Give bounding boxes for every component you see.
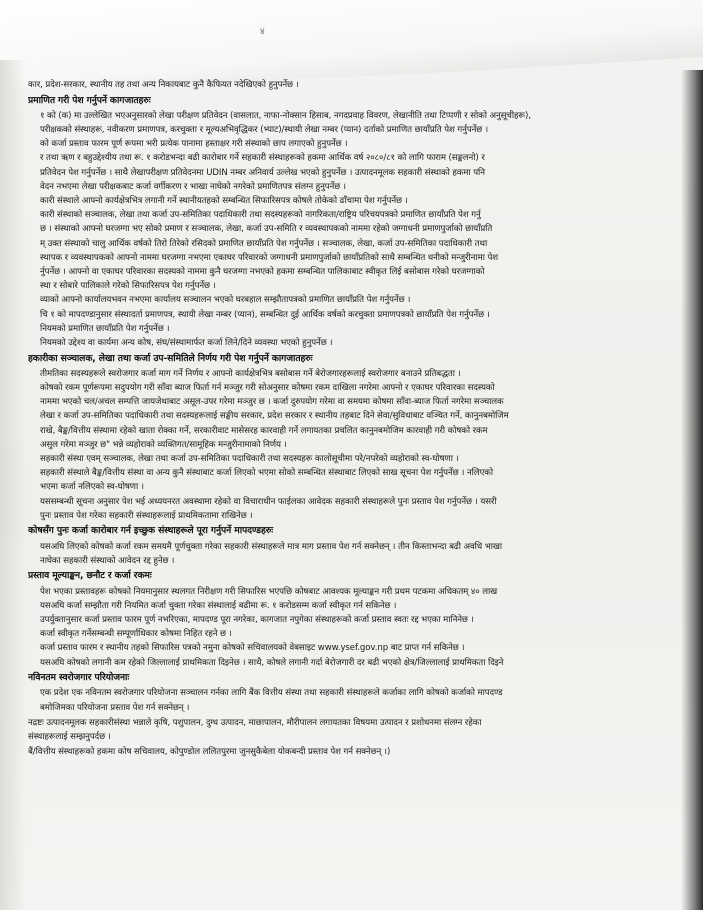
text-line: बमोजिमका परियोजना प्रस्ताव पेश गर्न सक्नेछन् । (40, 702, 190, 713)
section-6 (28, 716, 674, 759)
text-line: चि १ को मापदण्डानुसार संस्थादर्ता प्रमाणपत्र, स्थायी लेखा नम्बर (प्यान), सम्बन्धित दुई आर्थिक वर्षको करचुक्ता प्रमाणपत्रको छायाँप्रति पेश गर्नुपर्नेछ । (40, 309, 490, 320)
text-line: कर्जा प्रस्ताव फारम र स्थानीय तहको सिफारिस पत्रको नमुना कोषको सचिवालयको वेबसाइट www.ysef.gov.np बाट प्राप्त गर्न सकिनेछ । (40, 643, 465, 654)
text-line: परीक्षकको संस्थाहरू, नवीकरण प्रमाणपत्र, करचुक्ता र मूल्यअभिवृद्धिकर (भ्याट)/स्थायी लेखा नम्बर (प्यान) दर्ताको प्रमाणित छायाँप्रति पेश गर्नुपर्नेछ । (40, 125, 488, 135)
text-line: कर्जा स्वीकृत गर्नेसम्बन्धी सम्पूर्णाधिकार कोषमा निहित रहने छ । (40, 629, 232, 640)
text-line: म् उक्त संस्थाको चालु आर्थिक वर्षको तिरो तिरेको रसिदको प्रमाणित छायाँप्रति पेश गर्नुपर्नेछ । सञ्चालक, लेखा, कर्जा उप-समितिका पदाधिकारी तथा (40, 238, 488, 249)
section-heading: हकारीका सञ्चालक, लेखा तथा कर्जा उप-समितिले निर्णय गरी पेश गर्नुपर्ने कागजातहरुः (28, 352, 313, 364)
text-line: पेश भएका प्रस्तावहरू कोषको नियमानुसार स्थलगत निरीक्षण गरी सिफारिस भएपछि कोषबाट आवश्यक मूल्याङ्कन गरी प्रथम पटकमा अधिकतम् ४० लाख (40, 586, 498, 597)
text-line: को कर्जा प्रस्ताव फारम पूर्ण रूपमा भरी प्रत्येक पानामा हस्ताक्षर गरी संस्थाको छाप लगाएको हुनुपर्नेछ । (40, 139, 348, 150)
text-line: नद्रष्टः उत्पादनमूलक सहकारीसंस्था भन्नाले कृषि, पशुपालन, दुग्ध उत्पादन, माछापालन, मौरीपालन लगायतका विषयमा उत्पादन र प्रशोधनमा संलग्न रहेका (28, 718, 482, 729)
section-1 (28, 94, 674, 351)
text-line: यससम्बन्धी सूचना अनुसार पेश भई अध्ययनरत अवस्थामा रहेको वा विचाराधीन फाईलका आवेदक सहकारी संस्थाहरूले पुनः प्रस्ताव पेश गर्नुपर्नेछ । यसरी (40, 496, 497, 507)
text-line: प्रतिवेदन पेश गर्नुपर्नेछ । साथै लेखापरीक्षण प्रतिवेदनमा UDIN नम्बर अनिवार्य उल्लेख भएको हुनुपर्नेछ । उत्पादनमूलक सहकारी संस्थाको हकमा पनि (40, 167, 485, 178)
text-line: स्थापक र व्यवस्थापकको आफ्नो नाममा घरजग्गा नभएमा एकाघर परिवारको जग्गाधनी प्रमाणपुर्जाको छायाँप्रतिको साथै सम्बन्धित धनीको मन्जुरीनामा पेश (40, 252, 498, 263)
document-body (28, 78, 674, 904)
text-line: नाघेका सहकारी संस्थाको आवेदन रद्द हुनेछ । (40, 555, 175, 566)
text-line: सहकारी संस्था एवम् सञ्चालक, लेखा तथा कर्जा उप-समितिका पदाधिकारी तथा सदस्यहरू कालोसूचीमा परे/नपरेको व्यहोराको स्व-घोषणा । (40, 454, 459, 465)
text-line: यसअघि लिएको कोषको कर्जा रकम समयमै पूर्णचुक्ता गरेका सहकारी संस्थाहरूले मात्र माग प्रस्ताव पेश गर्न सक्नेछन् । तीन किस्ताभन्दा बढी अवधि भाखा (40, 541, 503, 552)
text-line: असुल गरेमा मञ्जुर छ" भन्ने व्यहोराको व्यक्तिगत/सामूहिक मन्जुरीनामाको निर्णय । (40, 439, 287, 450)
scan-right-edge (681, 70, 703, 910)
text-line: र तथा ऋण र बहुउद्देश्यीय तथा रू. १ करोडभन्दा बढी कारोबार गर्ने सहकारी संस्थाहरूको हकमा आर्थिक वर्ष २०८०/८१ को लागि फाराम (सङ्कलनो) र (40, 153, 485, 164)
text-line: वेदन नभएमा लेखा परीक्षकबाट कर्जा वर्गीकरण र भाखा नाघेको नगरेको प्रमाणितपत्र संलग्न हुनुपर्नेछ । (40, 181, 346, 192)
text-line: यसअघि कोषको लगानी कम रहेको जिल्लालाई प्राथमिकता दिइनेछ । साथै, कोषले लगानी गर्दा बेरोजगारी दर बढी भएको क्षेत्र/जिल्लालाई प्राथमिकता दिइने (40, 657, 504, 668)
text-line: स्था र सोबारे पालिकाले गरेको सिफारिसपत्र पेश गर्नुपर्नेछ । (40, 281, 216, 292)
section-4 (28, 569, 674, 669)
text-line: नाममा भएको चल/अचल सम्पत्ति जायजेथाबाट असूल-उपर गरेमा मञ्जुर छ । कर्जा दुरुपयोग गरेमा वा समयमा कोषमा साँवा-ब्याज फिर्ता नगरेमा सञ्चालक (40, 397, 504, 408)
text-line: सहकारी संस्थाले बैङ्क/वित्तीय संस्था वा अन्य कुनै संस्थाबाट कर्जा लिएको भएमा सोको सम्बन्धित संस्थाबाट लिएको साख सूचना पेश गर्नुपर्नेछ । नलिएको (40, 468, 493, 479)
text-line: संस्थाहरूलाई सम्झनुपर्दछ । (28, 732, 111, 743)
text-line: तीमतिका सदस्यहरूले स्वरोजगार कर्जा माग गर्ने निर्णय र आफ्नो कार्यक्षेत्रभित्र बसोबास गर्ने बेरोजगारहरूलाई स्वरोजगार बनाउने प्रतिबद्धता । (40, 368, 461, 379)
section-0 (28, 78, 674, 92)
text-line: नियमको प्रमाणित छायाँप्रति पेश गर्नुपर्नेछ । (40, 323, 170, 334)
text-line: कारी संस्थाको सञ्चालक, लेखा तथा कर्जा उप-समितिका पदाधिकारी तथा सदस्यहरूको नागरिकता/राष्ट्रिय परिचयपत्रको प्रमाणित छायाँप्रति पेश गर्नु (40, 210, 481, 221)
text-line: एक प्रदेश एक नविनतम स्वरोजगार परियोजना सञ्चालन गर्नका लागि बैंक वित्तीय संस्था तथा सहकारी संस्थाहरूले कर्जाका लागि कोषको कर्जाको मापदण्ड (40, 688, 503, 699)
page-number: ४ (260, 27, 265, 37)
section-5 (28, 671, 674, 715)
scan-left-edge (0, 60, 26, 910)
text-line: पुनः प्रस्ताव पेश गरेका सहकारी संस्थाहरूलाई प्राथमिकतामा राखिनेछ । (40, 510, 253, 521)
section-heading: प्रस्ताव मूल्याङ्कन, छनौट र कर्जा रकमः (28, 570, 152, 582)
text-line: र्नुपर्नेछ । आफ्नो वा एकाघर परिवारका सदस्यको नाममा कुनै घरजग्गा नभएको हकमा सम्बन्धित पालिकाबाट स्वीकृत लिई बसोबास गरेको घरजग्गाको (40, 267, 485, 278)
section-2 (28, 352, 674, 523)
text-line: उपर्युक्तानुसार कर्जा प्रस्ताव फारम पूर्ण नभरिएका, मापदण्ड पूरा नगरेका, कागजात नपुगेका संस्थाहरूको कर्जा प्रस्ताव स्वतः रद्द भएका मानिनेछ । (40, 615, 474, 626)
text-line: यसअघि कर्जा सम्झौता गरी नियमित कर्जा चुक्ता गरेका संस्थालाई बढीमा रू. १ करोडसम्म कर्जा स्वीकृत गर्न सकिनेछ । (40, 600, 397, 611)
text-line: कोषको रकम पूर्णरूपमा सदुपयोग गरी साँवा ब्याज फिर्ता गर्न मञ्जुर गरी सोअनुसार कोषमा रकम दाखिला नगरेमा आफ्नो र एकाघर परिवारका सदस्यको (40, 383, 495, 394)
section-3 (28, 524, 674, 568)
text-line: कार, प्रदेश-सरकार, स्थानीय तह तथा अन्य निकायबाट कुनै कैफियत नदेखिएको हुनुपर्नेछ । (28, 80, 299, 90)
section-heading: नविनतम स्वरोजगार परियोजनाः (28, 672, 130, 684)
text-line: भएमा कर्जा नलिएको स्व-घोषणा । (40, 482, 144, 493)
section-heading: प्रमाणित गरी पेश गर्नुपर्ने कागजातहरुः (28, 94, 151, 106)
text-line: कारी संस्थाले आफ्नो कार्यक्षेत्रभित्र लगानी गर्ने स्थानीयतहको सम्बन्धित सिफारिसपत्र कोषले तोकेको ढाँचामा पेश गर्नुपर्नेछ । (40, 196, 408, 207)
text-line: व्याको आफ्नो कार्यालयभवन नभएमा कार्यालय सञ्चालन भएको घरबहाल सम्झौतापत्रको प्रमाणित छायाँप्रति पेश गर्नुपर्नेछ । (40, 295, 411, 306)
text-line: नियमको उद्देश्य वा कार्यमा अन्य कोष, संघ/संस्थामार्फत कर्जा लिने/दिने व्यवस्था भएको हुनुपर्नेछ । (40, 338, 333, 349)
text-line: बैं/वित्तीय संस्थाहरूको हकमा कोष सचिवालय, कोपुण्डोल ललितपुरमा जुनसुकैबेला योकबन्दी प्रस्ताव पेश गर्न सक्नेछन् ।) (28, 746, 391, 757)
text-line: लेखा र कर्जा उप-समितिका पदाधिकारी तथा सदस्यहरूलाई सङ्घीय सरकार, प्रदेश सरकार र स्थानीय तहबाट दिने सेवा/सुविधाबाट वञ्चित गर्ने, कानुनबमोजिम (40, 411, 509, 422)
section-heading: कोषसँग पुनः कर्जा कारोबार गर्न इच्छुक संस्थाहरूले पूरा गर्नुपर्ने मापदण्डहरुः (28, 525, 273, 537)
text-line: राखे, बैङ्क/वित्तीय संस्थामा रहेको खाता रोक्का गर्ने, सरकारीवाट मासेसरह कारवाही गर्ने लगायतका प्रचलित कानुनबमोजिम कारवाही गरी कोषको रकम (40, 425, 488, 436)
text-line: १ को (क) मा उल्लेखित भएअनुसारको लेखा परीक्षण प्रतिवेदन (वासलात, नाफा-नोक्सान हिसाब, नगदप्रवाह विवरण, लेखानीति तथा टिप्पणी र सोको अनुसूचीहरू), (40, 110, 531, 121)
text-line: छ । संस्थाको आफ्नो घरजग्गा भए सोको प्रमाण र सञ्चालक, लेखा, कर्जा उप-समिति र व्यवस्थापकको नाममा रहेको जग्गाधनी प्रमाणपुर्जाको छायाँप्रति (40, 224, 493, 235)
